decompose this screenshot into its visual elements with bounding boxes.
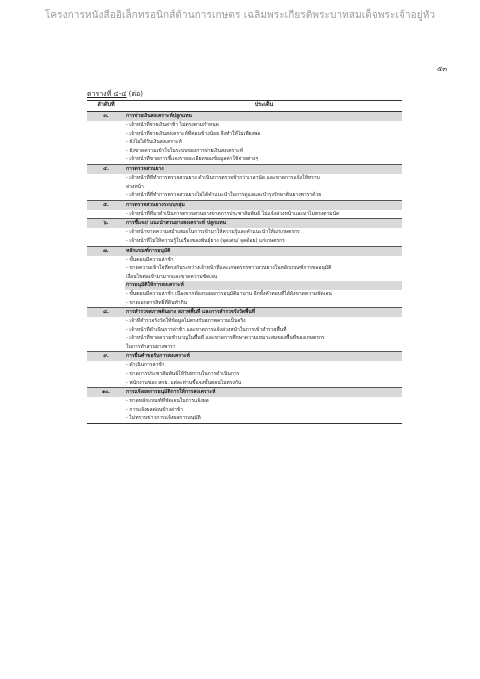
item-row [87,317,402,326]
item-row [87,121,402,130]
section-title: การชี้แจง/ แนะนำสวนยางสงเคราะห์ ปลูกแทน [125,219,402,229]
item-row [87,147,402,156]
table-caption [87,89,143,100]
subsection-row [87,281,402,290]
item-text: - เจ้าหน้าที่จ่ายเงินสงเคราะห์ที่ค่อนข้างน้อย จึงทำให้ไม่เพียงพอ [126,130,261,137]
item-text: - เจ้าหน้าที่ขาดการชี้แจงรายละเอียดของข้อมูลค่าใช้จ่ายต่างๆ [126,156,259,163]
item-text: ในการทำสวนยางพารา [126,343,176,350]
item-row [87,370,402,379]
item-number-cell [87,228,125,237]
item-number-cell [87,406,125,415]
section-title: การตรวจสวนยางระบบกลุ่ม [125,200,402,210]
item-row [87,406,402,415]
item-number-cell [87,273,125,282]
item-row [87,290,402,299]
item-row [87,334,402,343]
section-number: ๔. [87,164,125,174]
item-text: - เจ้าหน้าที่ที่ทำการตรวจสวนยางไม่ได้คำแนะนำในการดูแลและบำรุงรักษาต้นยางพาราด้วย [126,192,322,199]
item-row [87,326,402,335]
page-number: ๕๓ [437,65,448,73]
item-number-cell [87,290,125,299]
item-row [87,191,402,200]
section-row [87,219,402,229]
item-row [87,299,402,308]
section-number: ๗. [87,246,125,256]
item-text: - เจ้าหน้าที่ไม่ให้ความรู้ในเรื่องของพันธุ์ยาง (จุดเด่น/ จุดด้อย) แก่เกษตรกร [126,237,285,244]
item-row [87,379,402,388]
item-text: - ไม่ทราบข่าวการแจ้งผลการอนุมัติ [126,415,201,422]
item-text: - ขาดความเข้าใจที่ตรงกันระหว่างเจ้าหน้าที่และเกษตรกรชาวสวนยางในหลักเกณฑ์การขออนุมัติ [126,265,332,272]
item-number-cell [87,183,125,192]
item-text: - พนักงานของ สกย. แต่ละท่านชี้แจงขั้นตอนไม่ตรงกัน [126,379,242,386]
item-text: เงื่อนไขต่อเข้ามามากและขาดความชัดเจน [126,273,218,280]
item-text: - การแจ้งผลค่อนข้างล่าช้า [126,406,184,413]
section-row [87,164,402,174]
section-number: ๓. [87,112,125,122]
section-row [87,200,402,210]
section-row [87,388,402,398]
item-text: - ขาดการประชาสัมพันธ์ให้รับทราบในการดำเนินการ [126,371,240,378]
item-row [87,361,402,370]
item-row [87,273,402,282]
section-row [87,246,402,256]
item-row [87,256,402,265]
column-header-number: ลำดับที่ [87,101,125,112]
item-text: - ขาดหลักเกณฑ์ที่ชัดเจนในการแจ้งผล [126,398,209,405]
item-text: - เจ้าหน้าที่ที่ทำการตรวจสวนยาง ดำเนินการตรวจช้ากว่าเวลานัด และขาดการแจ้งให้ทราบ [126,174,320,181]
item-number-cell [87,397,125,406]
item-row [87,155,402,164]
subsection-number-cell [87,281,125,290]
subsection-title: การอนุมัติให้การสงเคราะห์ [125,281,402,290]
table-bottom-rule [87,424,402,425]
item-number-cell [87,361,125,370]
item-text: ล่วงหน้า [126,183,144,190]
item-row [87,138,402,147]
item-number-cell [87,370,125,379]
table-caption-suffix: (ต่อ) [126,90,143,98]
item-text: - ยังขาดความเข้าใจในระบบของการจ่ายเงินสงเคราะห์ [126,147,244,154]
section-title: การจ่ายเงินสงเคราะห์ปลูกแทน [125,112,402,122]
section-row [87,352,402,362]
item-number-cell [87,414,125,423]
item-text: - เจ้าหน้าที่ดำเนินการล่าช้า และขาดการแจ้งล่วงหน้าในการเข้าสำรวจพื้นที่ [126,326,287,333]
table-header-row [87,101,402,112]
item-text: - ดำเนินการล่าช้า [126,362,165,369]
item-text: - เจ้าหน้าขาดความสม่ำเสมอในการเข้ามาให้ความรู้และคำแนะนำให้แก่เกษตรกร [126,229,300,236]
item-row [87,414,402,423]
item-row [87,174,402,183]
item-number-cell [87,343,125,352]
section-number: ๙. [87,352,125,362]
item-row [87,228,402,237]
item-number-cell [87,191,125,200]
section-title: การสำรวจสภาพต้นยาง สภาพพื้นที่ และการสำรวจรังวัดพื้นที่ [125,308,402,318]
item-number-cell [87,334,125,343]
section-title: การตรวจสวนยาง [125,164,402,174]
item-number-cell [87,317,125,326]
item-row [87,237,402,246]
item-number-cell [87,237,125,246]
item-number-cell [87,155,125,164]
section-title: การยื่นคำขอรับการสงเคราะห์ [125,352,402,362]
item-text: - ยังไม่ได้รับเงินสงเคราะห์ [126,139,182,146]
section-number: ๕. [87,200,125,210]
item-number-cell [87,210,125,219]
column-header-issue: ประเด็น [125,101,402,112]
table-body [87,112,402,425]
item-row [87,397,402,406]
item-row [87,210,402,219]
item-number-cell [87,256,125,265]
item-text: - ขั้นตอนมีความล่าช้า เนื่องจากต้องรอผลการอนุมัติมานาน อีกทั้งคำตอบที่ได้ยังขาดความชัดเจน [126,290,332,297]
section-number: ๖. [87,219,125,229]
table-caption-label: ตารางที่ ๔-๔ [87,90,127,98]
item-row [87,343,402,352]
section-number: ๘. [87,308,125,318]
section-row [87,308,402,318]
item-text: - ขาดเอกสารสิทธิ์ที่ดินทำกิน [126,299,188,306]
section-number: ๑๐. [87,388,125,398]
issues-table [87,100,402,424]
item-text: - เจ้าหน้าที่จ่ายเงินล่าช้า ไม่ตรงตามกำหนด [126,122,219,128]
item-number-cell [87,264,125,273]
item-number-cell [87,379,125,388]
item-number-cell [87,299,125,308]
item-text: - เจ้าที่สำรวจรังวัดให้ข้อมูลไม่ตรงกับสภาพความเป็นจริง [126,318,246,325]
section-title: การแจ้งผลการอนุมัติการให้การสงเคราะห์ [125,388,402,398]
item-number-cell [87,174,125,183]
section-title: หลักเกณฑ์การอนุมัติ [125,246,402,256]
item-number-cell [87,130,125,139]
table-bottom-rule-cell [87,424,402,425]
item-number-cell [87,138,125,147]
item-text: - เจ้าหน้าที่ขาดความชำนาญในพื้นที่ และขาดการศึกษาความเหมาะสมของพื้นที่ของเกษตรกร [126,335,325,342]
item-text: - เจ้าหน้าที่ที่มาดำเนินการตรวจสวนยางขาดการประชาสัมพันธ์ ไม่แจ้งล่วงหน้าและมาไม่ตรงตามนัด [126,210,340,217]
item-row [87,130,402,139]
item-number-cell [87,121,125,130]
item-text: - ขั้นตอนมีความล่าช้า [126,256,174,263]
section-row [87,112,402,122]
item-number-cell [87,326,125,335]
item-row [87,264,402,273]
page-header: โครงการหนังสืออิเล็กทรอนิกส์ด้านการเกษตร เฉลิมพระเกียรติพระบาทสมเด็จพระเจ้าอยู่หัว [44,10,436,21]
item-row [87,183,402,192]
item-number-cell [87,147,125,156]
